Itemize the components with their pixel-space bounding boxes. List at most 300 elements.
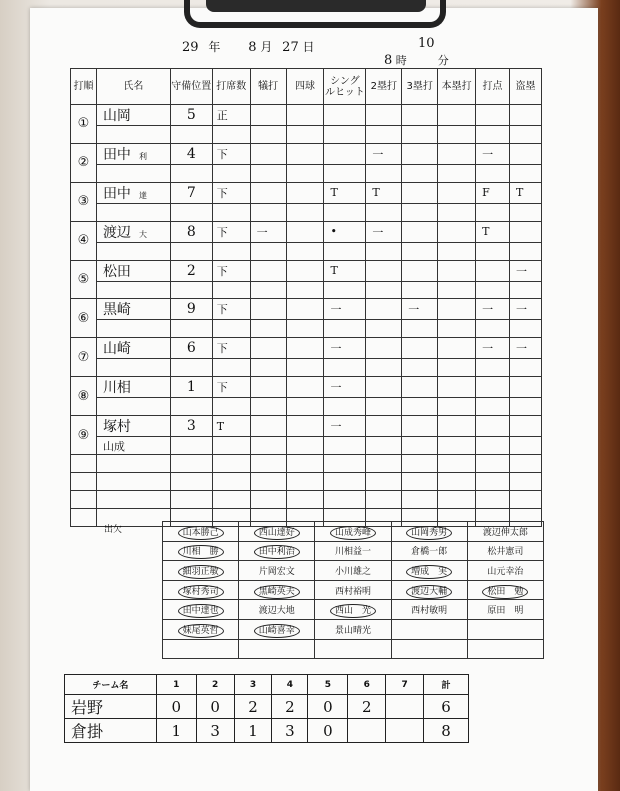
lineup-row [71, 338, 542, 359]
empty-cell [324, 320, 366, 338]
stat-sac [250, 105, 286, 126]
stat-single: 一 [324, 416, 366, 437]
lineup-subrow [71, 203, 542, 221]
stat-single: 一 [324, 377, 366, 398]
stat-bb [286, 416, 324, 437]
empty-cell [212, 359, 250, 377]
stat-triple [402, 260, 438, 281]
substitute-name [96, 281, 170, 299]
stat-sb: 一 [509, 338, 541, 359]
attendance-cell [315, 580, 391, 600]
lineup-subrow [71, 320, 542, 338]
empty-cell [170, 164, 212, 182]
empty-cell [476, 490, 510, 508]
stat-bb [286, 221, 324, 242]
empty-cell [212, 490, 250, 508]
stat-sac [250, 299, 286, 320]
inning-header: 1 [156, 675, 196, 695]
player-name [96, 182, 170, 203]
fielding-position: 5 [170, 105, 212, 126]
plate-appearances: T [212, 416, 250, 437]
lineup-column-header: 打順 [71, 69, 97, 105]
empty-cell [366, 164, 402, 182]
hour-value: 8 [384, 53, 393, 68]
empty-cell [438, 320, 476, 338]
stat-single: • [324, 221, 366, 242]
stat-hr [438, 416, 476, 437]
stat-triple [402, 377, 438, 398]
attendance-row [163, 522, 544, 542]
empty-cell [212, 398, 250, 416]
stat-rbi [476, 105, 510, 126]
member-name: 田中達也 [178, 604, 224, 618]
empty-cell [476, 455, 510, 473]
fielding-position: 2 [170, 260, 212, 281]
member-name: 渡辺大輔 [406, 585, 452, 599]
stat-single: 一 [324, 299, 366, 320]
batting-order: ② [71, 143, 97, 182]
empty-cell [324, 359, 366, 377]
month-label: 月 [260, 40, 273, 54]
stat-single: 一 [324, 338, 366, 359]
attendance-cell [467, 619, 543, 639]
empty-cell [286, 398, 324, 416]
stat-triple [402, 221, 438, 242]
clipboard-clip-frame [184, 0, 446, 28]
attendance-label: 出欠 [104, 525, 123, 535]
empty-cell [476, 281, 510, 299]
attendance-cell [163, 541, 239, 561]
fielding-position: 3 [170, 416, 212, 437]
lineup-row [71, 182, 542, 203]
empty-cell [324, 164, 366, 182]
player-name [96, 299, 170, 320]
lineup-row [71, 221, 542, 242]
member-name: 川相 勝 [178, 545, 224, 559]
empty-cell [366, 490, 402, 508]
lineup-row [71, 377, 542, 398]
member-name: 黒崎英夫 [254, 585, 300, 599]
empty-cell [163, 639, 239, 659]
member-name: 山崎喜幸 [254, 624, 300, 638]
inning-header: 5 [308, 675, 348, 695]
fielding-position: 9 [170, 299, 212, 320]
member-name: 小川雄之 [334, 566, 371, 577]
player-name-text: 渡辺 [102, 224, 131, 241]
stat-sb: T [509, 182, 541, 203]
inning-header: 2 [196, 675, 234, 695]
empty-cell [509, 126, 541, 144]
member-name: 渡辺大地 [258, 606, 295, 617]
stat-triple [402, 143, 438, 164]
stat-rbi: 一 [476, 299, 510, 320]
attendance-cell [315, 541, 391, 561]
player-name [96, 143, 170, 164]
stat-bb [286, 182, 324, 203]
attendance-cell [391, 541, 467, 561]
empty-cell [96, 490, 170, 508]
lineup-column-header: 氏名 [96, 69, 170, 105]
stat-rbi: F [476, 182, 510, 203]
empty-cell [250, 437, 286, 455]
empty-cell [402, 398, 438, 416]
empty-cell [250, 242, 286, 260]
empty-cell [402, 242, 438, 260]
stat-hr [438, 338, 476, 359]
empty-cell [324, 398, 366, 416]
lineup-blank-row [71, 490, 542, 508]
empty-cell [438, 164, 476, 182]
player-name-text: 川相 [102, 380, 131, 397]
lineup-column-header: 本塁打 [438, 69, 476, 105]
player-name [96, 260, 170, 281]
member-name: 塚村秀司 [178, 585, 224, 599]
empty-cell [509, 455, 541, 473]
inning-runs [348, 719, 386, 743]
empty-cell [366, 203, 402, 221]
empty-cell [71, 508, 97, 526]
empty-cell [438, 472, 476, 490]
empty-cell [324, 490, 366, 508]
scoreboard-table [64, 674, 469, 743]
stat-rbi: 一 [476, 338, 510, 359]
empty-cell [324, 455, 366, 473]
stat-sac [250, 260, 286, 281]
batting-order: ⑧ [71, 377, 97, 416]
stat-sac [250, 143, 286, 164]
total-runs: 6 [424, 695, 469, 719]
empty-cell [438, 242, 476, 260]
attendance-cell [239, 561, 315, 581]
attendance-cell [467, 541, 543, 561]
member-name: 渡辺伸太郎 [482, 527, 528, 538]
empty-cell [324, 281, 366, 299]
empty-cell [170, 359, 212, 377]
stat-triple: 一 [402, 299, 438, 320]
empty-cell [366, 242, 402, 260]
lineup-subrow [71, 164, 542, 182]
attendance-row [163, 541, 544, 561]
empty-cell [402, 320, 438, 338]
player-name-text: 田中 [102, 185, 131, 202]
attendance-cell [467, 580, 543, 600]
empty-cell [509, 203, 541, 221]
stat-double [366, 377, 402, 398]
inning-runs: 3 [196, 719, 234, 743]
substitute-name: 山成 [96, 437, 170, 455]
inning-runs: 3 [272, 719, 308, 743]
empty-cell [402, 455, 438, 473]
attendance-cell [239, 541, 315, 561]
empty-cell [250, 126, 286, 144]
plate-appearances: 下 [212, 377, 250, 398]
lineup-row [71, 143, 542, 164]
stat-sb [509, 105, 541, 126]
member-name: 山成秀峰 [330, 526, 376, 540]
fielding-position: 7 [170, 182, 212, 203]
member-name: 西山 光 [330, 604, 376, 618]
player-name-text: 黒崎 [102, 302, 131, 319]
team-row [65, 695, 469, 719]
team-name: 倉掛 [65, 719, 157, 743]
attendance-cell [315, 561, 391, 581]
empty-cell [212, 281, 250, 299]
empty-cell [438, 359, 476, 377]
batting-order: ④ [71, 221, 97, 260]
member-name: 山本勝己 [178, 526, 224, 540]
stat-hr [438, 182, 476, 203]
empty-cell [250, 203, 286, 221]
empty-cell [509, 242, 541, 260]
inning-runs: 2 [348, 695, 386, 719]
empty-cell [170, 203, 212, 221]
member-name: 西山達好 [254, 526, 300, 540]
member-name: 片岡宏文 [258, 566, 295, 577]
stat-hr [438, 377, 476, 398]
attendance-cell [239, 619, 315, 639]
empty-cell [476, 126, 510, 144]
empty-cell [476, 437, 510, 455]
attendance-cell [163, 561, 239, 581]
empty-cell [212, 203, 250, 221]
stat-bb [286, 260, 324, 281]
empty-cell [250, 359, 286, 377]
stat-double [366, 299, 402, 320]
lineup-column-header: 打席数 [212, 69, 250, 105]
empty-cell [170, 455, 212, 473]
empty-cell [250, 472, 286, 490]
empty-cell [366, 398, 402, 416]
plate-appearances: 正 [212, 105, 250, 126]
player-name-text: 山崎 [102, 341, 131, 358]
empty-cell [402, 281, 438, 299]
inning-runs: 2 [272, 695, 308, 719]
stat-bb [286, 377, 324, 398]
attendance-cell [315, 619, 391, 639]
empty-cell [476, 164, 510, 182]
date-line [182, 38, 315, 55]
player-name-note: 達 [138, 190, 147, 200]
player-name-note: 大 [138, 229, 147, 239]
stat-sac: 一 [250, 221, 286, 242]
lineup-blank-row [71, 472, 542, 490]
empty-cell [509, 490, 541, 508]
empty-cell [212, 437, 250, 455]
attendance-cell [467, 600, 543, 620]
batting-order: ① [71, 105, 97, 144]
member-name: 田中利治 [254, 545, 300, 559]
lineup-column-header: 犠打 [250, 69, 286, 105]
empty-cell [170, 320, 212, 338]
empty-cell [402, 490, 438, 508]
empty-cell [366, 472, 402, 490]
stat-hr [438, 299, 476, 320]
empty-cell [250, 164, 286, 182]
empty-cell [402, 437, 438, 455]
attendance-row [163, 580, 544, 600]
member-name: 妹尾英哲 [178, 624, 224, 638]
attendance-cell [467, 561, 543, 581]
empty-cell [324, 437, 366, 455]
substitute-name [96, 126, 170, 144]
member-name: 景山晴光 [334, 625, 371, 636]
empty-cell [286, 242, 324, 260]
inning-runs: 2 [234, 695, 272, 719]
substitute-name [96, 320, 170, 338]
time-line [384, 52, 449, 68]
inning-runs: 0 [308, 719, 348, 743]
attendance-blank-row [163, 639, 544, 659]
player-name [96, 338, 170, 359]
player-name-text: 山岡 [102, 108, 131, 124]
empty-cell [509, 437, 541, 455]
empty-cell [366, 320, 402, 338]
stat-sb [509, 143, 541, 164]
year-label: 年 [208, 40, 221, 54]
empty-cell [286, 455, 324, 473]
inning-runs: 0 [308, 695, 348, 719]
day-label: 日 [302, 40, 315, 54]
batting-order: ⑦ [71, 338, 97, 377]
player-name-text: 塚村 [102, 419, 131, 436]
team-row [65, 719, 469, 743]
stat-double: 一 [366, 221, 402, 242]
empty-cell [438, 490, 476, 508]
empty-cell [250, 320, 286, 338]
empty-cell [476, 398, 510, 416]
empty-cell [170, 437, 212, 455]
stat-bb [286, 299, 324, 320]
empty-cell [402, 359, 438, 377]
empty-cell [170, 490, 212, 508]
empty-cell [476, 320, 510, 338]
attendance-cell [391, 619, 467, 639]
stat-bb [286, 338, 324, 359]
empty-cell [366, 359, 402, 377]
empty-cell [212, 164, 250, 182]
fielding-position: 1 [170, 377, 212, 398]
lineup-row [71, 416, 542, 437]
stat-rbi: 一 [476, 143, 510, 164]
fielding-position: 6 [170, 338, 212, 359]
attendance-cell [391, 522, 467, 542]
lineup-subrow [71, 437, 542, 455]
player-name [96, 377, 170, 398]
batting-order: ⑤ [71, 260, 97, 299]
player-name [96, 105, 170, 126]
empty-cell [239, 639, 315, 659]
member-name: 原田 明 [487, 606, 524, 617]
substitute-name [96, 398, 170, 416]
empty-cell [509, 281, 541, 299]
empty-cell [250, 398, 286, 416]
stat-sb [509, 377, 541, 398]
substitute-name [96, 242, 170, 260]
lineup-column-header: 3塁打 [402, 69, 438, 105]
empty-cell [286, 359, 324, 377]
stat-hr [438, 143, 476, 164]
stat-triple [402, 416, 438, 437]
stat-hr [438, 221, 476, 242]
empty-cell [286, 472, 324, 490]
stat-rbi [476, 416, 510, 437]
lineup-column-header: 盗塁 [509, 69, 541, 105]
empty-cell [438, 203, 476, 221]
lineup-subrow [71, 281, 542, 299]
lineup-subrow [71, 398, 542, 416]
plate-appearances: 下 [212, 143, 250, 164]
player-name-text: 田中 [102, 146, 131, 163]
empty-cell [96, 472, 170, 490]
member-name: 山元幸治 [487, 566, 524, 577]
empty-cell [402, 472, 438, 490]
empty-cell [170, 472, 212, 490]
lineup-column-header: 四球 [286, 69, 324, 105]
stat-rbi [476, 377, 510, 398]
stat-double [366, 260, 402, 281]
stat-rbi [476, 260, 510, 281]
empty-cell [212, 472, 250, 490]
lineup-header-row [71, 69, 542, 105]
stat-double [366, 105, 402, 126]
attendance-cell [239, 580, 315, 600]
stat-single [324, 105, 366, 126]
stat-sb: 一 [509, 299, 541, 320]
member-name: 川相益一 [334, 547, 371, 558]
attendance-cell [315, 600, 391, 620]
empty-cell [438, 398, 476, 416]
stat-sb [509, 416, 541, 437]
month-value: 8 [248, 40, 257, 55]
attendance-cell [163, 619, 239, 639]
batting-order: ③ [71, 182, 97, 221]
stat-double: 一 [366, 143, 402, 164]
stat-sb: 一 [509, 260, 541, 281]
empty-cell [324, 242, 366, 260]
empty-cell [438, 126, 476, 144]
empty-cell [324, 203, 366, 221]
scoreboard-header-row [65, 675, 469, 695]
empty-cell [170, 398, 212, 416]
empty-cell [476, 359, 510, 377]
batting-order: ⑨ [71, 416, 97, 455]
member-name: 山岡秀男 [406, 526, 452, 540]
empty-cell [250, 455, 286, 473]
attendance-cell [163, 580, 239, 600]
day-value: 27 [282, 40, 299, 55]
inning-runs: 1 [156, 719, 196, 743]
empty-cell [212, 126, 250, 144]
plate-appearances: 下 [212, 182, 250, 203]
substitute-name [96, 164, 170, 182]
total-runs: 8 [424, 719, 469, 743]
member-name: 倉橋一郎 [411, 547, 448, 558]
empty-cell [438, 437, 476, 455]
empty-cell [366, 455, 402, 473]
attendance-row [163, 561, 544, 581]
empty-cell [438, 281, 476, 299]
attendance-cell [391, 561, 467, 581]
stat-hr [438, 260, 476, 281]
stat-sac [250, 377, 286, 398]
empty-cell [509, 164, 541, 182]
stat-single: T [324, 182, 366, 203]
member-name: 細羽正敏 [178, 565, 224, 579]
year-value: 29 [182, 40, 199, 55]
player-name-note: 利 [138, 151, 147, 161]
empty-cell [476, 472, 510, 490]
empty-cell [286, 320, 324, 338]
